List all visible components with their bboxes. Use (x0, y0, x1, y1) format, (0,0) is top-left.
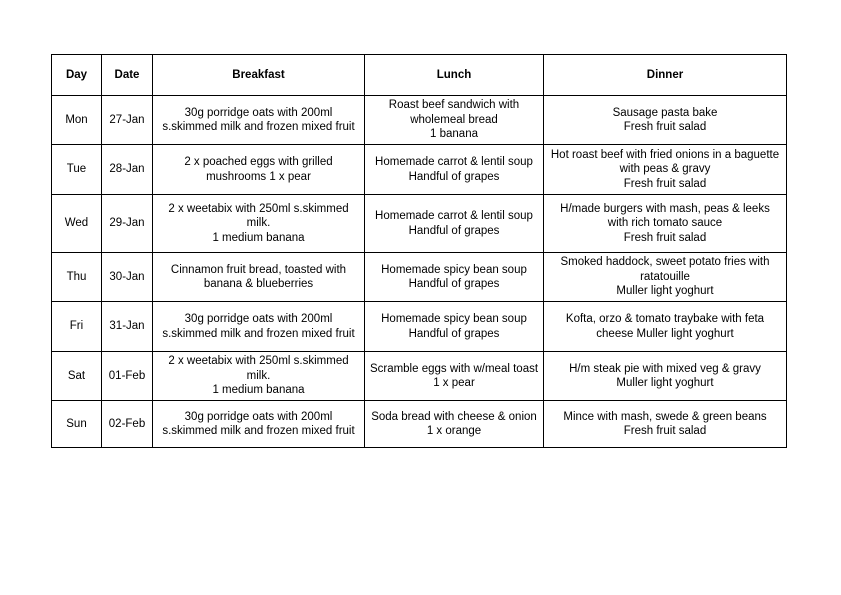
lunch-cell: Homemade spicy bean soup Handful of grapes (365, 302, 544, 352)
day-cell: Tue (52, 145, 102, 195)
header-dinner: Dinner (544, 55, 787, 96)
date-cell: 02-Feb (102, 401, 153, 448)
dinner-cell: Kofta, orzo & tomato traybake with feta cheese Muller light yoghurt (544, 302, 787, 352)
header-breakfast: Breakfast (153, 55, 365, 96)
day-cell: Fri (52, 302, 102, 352)
table-row (52, 96, 787, 145)
meal-plan-table (51, 54, 787, 448)
lunch-cell: Scramble eggs with w/meal toast 1 x pear (365, 352, 544, 401)
header-lunch: Lunch (365, 55, 544, 96)
day-cell: Sun (52, 401, 102, 448)
lunch-cell: Homemade carrot & lentil soup Handful of grapes (365, 195, 544, 253)
table-row (52, 195, 787, 253)
day-cell: Thu (52, 253, 102, 302)
date-cell: 01-Feb (102, 352, 153, 401)
lunch-cell: Soda bread with cheese & onion 1 x orange (365, 401, 544, 448)
table-row (52, 253, 787, 302)
breakfast-cell: 30g porridge oats with 200ml s.skimmed milk and frozen mixed fruit (153, 401, 365, 448)
breakfast-cell: 30g porridge oats with 200ml s.skimmed milk and frozen mixed fruit (153, 96, 365, 145)
dinner-cell: H/made burgers with mash, peas & leeks with rich tomato sauce Fresh fruit salad (544, 195, 787, 253)
breakfast-cell: 30g porridge oats with 200ml s.skimmed milk and frozen mixed fruit (153, 302, 365, 352)
table-row (52, 302, 787, 352)
date-cell: 30-Jan (102, 253, 153, 302)
date-cell: 31-Jan (102, 302, 153, 352)
lunch-cell: Homemade carrot & lentil soup Handful of grapes (365, 145, 544, 195)
table-row (52, 352, 787, 401)
day-cell: Mon (52, 96, 102, 145)
dinner-cell: Sausage pasta bake Fresh fruit salad (544, 96, 787, 145)
dinner-cell: Smoked haddock, sweet potato fries with ratatouille Muller light yoghurt (544, 253, 787, 302)
dinner-cell: H/m steak pie with mixed veg & gravy Muller light yoghurt (544, 352, 787, 401)
date-cell: 27-Jan (102, 96, 153, 145)
header-date: Date (102, 55, 153, 96)
dinner-cell: Mince with mash, swede & green beans Fresh fruit salad (544, 401, 787, 448)
lunch-cell: Homemade spicy bean soup Handful of grapes (365, 253, 544, 302)
dinner-cell: Hot roast beef with fried onions in a baguette with peas & gravy Fresh fruit salad (544, 145, 787, 195)
date-cell: 29-Jan (102, 195, 153, 253)
breakfast-cell: 2 x weetabix with 250ml s.skimmed milk. 1 medium banana (153, 352, 365, 401)
day-cell: Sat (52, 352, 102, 401)
breakfast-cell: Cinnamon fruit bread, toasted with banana & blueberries (153, 253, 365, 302)
date-cell: 28-Jan (102, 145, 153, 195)
lunch-cell: Roast beef sandwich with wholemeal bread 1 banana (365, 96, 544, 145)
header-day: Day (52, 55, 102, 96)
breakfast-cell: 2 x poached eggs with grilled mushrooms 1 x pear (153, 145, 365, 195)
header-row (52, 55, 787, 96)
table-row (52, 401, 787, 448)
breakfast-cell: 2 x weetabix with 250ml s.skimmed milk. 1 medium banana (153, 195, 365, 253)
table-row (52, 145, 787, 195)
day-cell: Wed (52, 195, 102, 253)
